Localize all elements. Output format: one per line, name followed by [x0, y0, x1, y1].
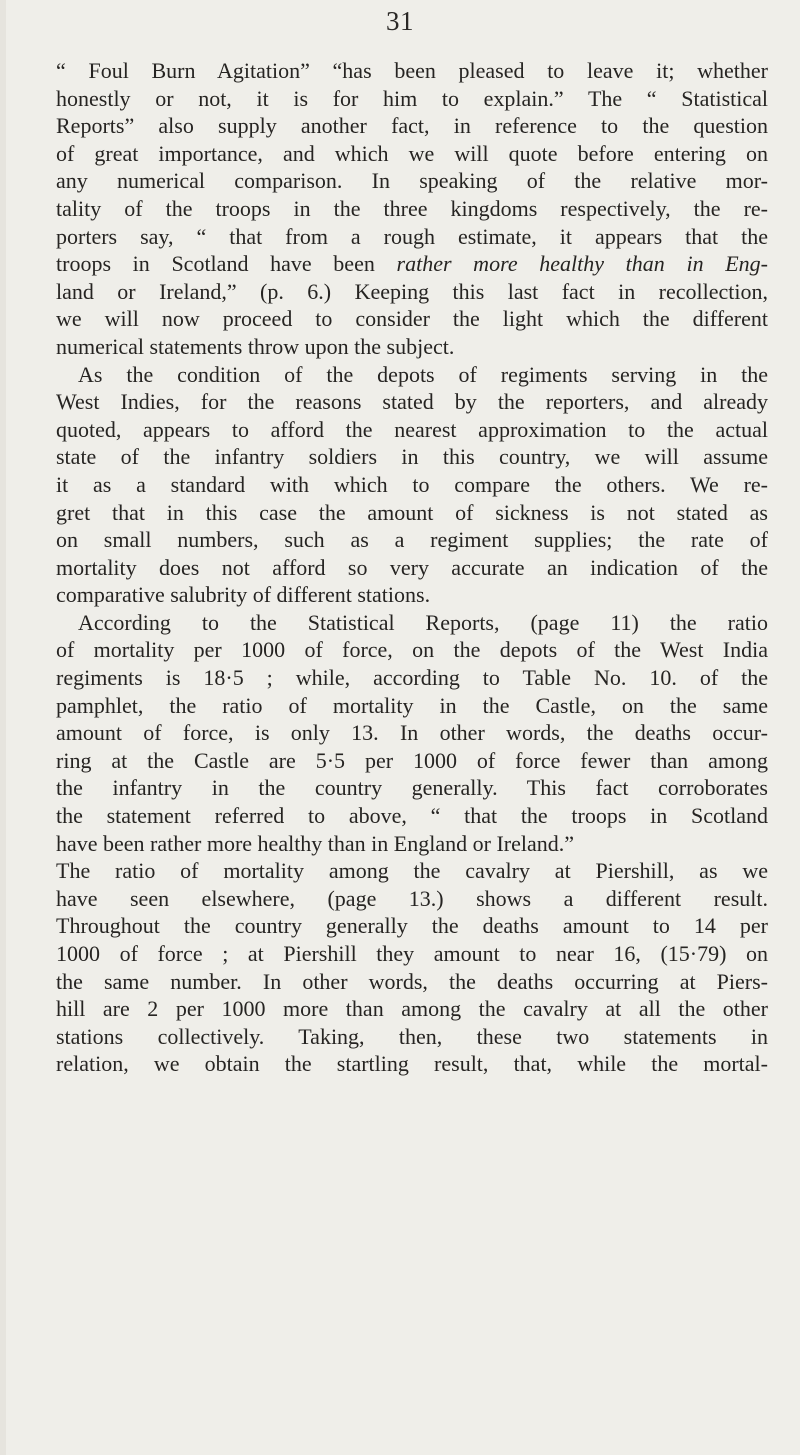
text-line: state of the infantry soldiers in this country, we will assume: [56, 444, 768, 470]
text-line: comparative salubrity of different stations.: [56, 582, 431, 608]
text-line: ring at the Castle are 5·5 per 1000 of force fewer than among: [56, 747, 768, 773]
text-line: of great importance, and which we will quote before entering on: [56, 140, 768, 166]
text-line: stations collectively. Taking, then, these two statements in: [56, 1023, 768, 1049]
page-gutter: [0, 0, 6, 1455]
paragraph-start-line: According to the Statistical Reports, (page 11) the ratio: [78, 609, 768, 635]
text-line: the same number. In other words, the deaths occurring at Piers-: [56, 968, 768, 994]
text-line: porters say, “ that from a rough estimate, it appears that the: [56, 223, 768, 249]
text-line: any numerical comparison. In speaking of the relative mor-: [56, 168, 768, 194]
text-line: “ Foul Burn Agitation” “has been pleased to leave it; whether: [56, 58, 768, 83]
text-line: The ratio of mortality among the cavalry at Piershill, as we: [56, 858, 768, 884]
text-line: Throughout the country generally the deaths amount to 14 per: [56, 913, 768, 939]
text-line: pamphlet, the ratio of mortality in the Castle, on the same: [56, 692, 768, 718]
text-line: tality of the troops in the three kingdoms respectively, the re-: [56, 195, 768, 221]
text-line: the statement referred to above, “ that the troops in Scotland: [56, 803, 768, 829]
text-line: honestly or not, it is for him to explain.” The “ Statistical: [56, 85, 768, 111]
text-line: relation, we obtain the startling result, that, while the mortal-: [56, 1051, 768, 1077]
text-line: of mortality per 1000 of force, on the depots of the West India: [56, 637, 768, 663]
text-line: mortality does not afford so very accurate an indication of the: [56, 554, 768, 580]
text-line: numerical statements throw upon the subject.: [56, 333, 455, 359]
italic-phrase: rather more healthy than in Eng-: [396, 251, 768, 277]
text-line: on small numbers, such as a regiment supplies; the rate of: [56, 527, 768, 553]
text-line: gret that in this case the amount of sickness is not stated as: [56, 499, 768, 525]
text-line: quoted, appears to afford the nearest approximation to the actual: [56, 416, 768, 442]
text-line: have seen elsewhere, (page 13.) shows a different result.: [56, 885, 768, 911]
text-line: have been rather more healthy than in England or Ireland.”: [56, 830, 574, 856]
text-line: West Indies, for the reasons stated by the reporters, and already: [56, 389, 768, 415]
body-text: [56, 57, 768, 1078]
text-line: amount of force, is only 13. In other words, the deaths occur-: [56, 720, 768, 746]
text-line: land or Ireland,” (p. 6.) Keeping this last fact in recollection,: [56, 278, 768, 304]
page-number: 31: [386, 6, 414, 36]
text-line: 1000 of force ; at Piershill they amount to near 16, (15·79) on: [56, 941, 768, 966]
text-line: the infantry in the country generally. This fact corroborates: [56, 775, 768, 801]
text-line: it as a standard with which to compare the others. We re-: [56, 471, 768, 497]
text-line: regiments is 18·5 ; while, according to Table No. 10. of the: [56, 665, 768, 691]
text-line-start: troops in Scotland have been: [56, 251, 375, 277]
paragraph-start-line: As the condition of the depots of regiments serving in the: [78, 361, 768, 387]
text-line-with-italic: [56, 250, 768, 278]
text-line: hill are 2 per 1000 more than among the cavalry at all the other: [56, 996, 768, 1022]
text-line: we will now proceed to consider the light which the different: [56, 306, 768, 332]
text-line: Reports” also supply another fact, in reference to the question: [56, 113, 768, 139]
